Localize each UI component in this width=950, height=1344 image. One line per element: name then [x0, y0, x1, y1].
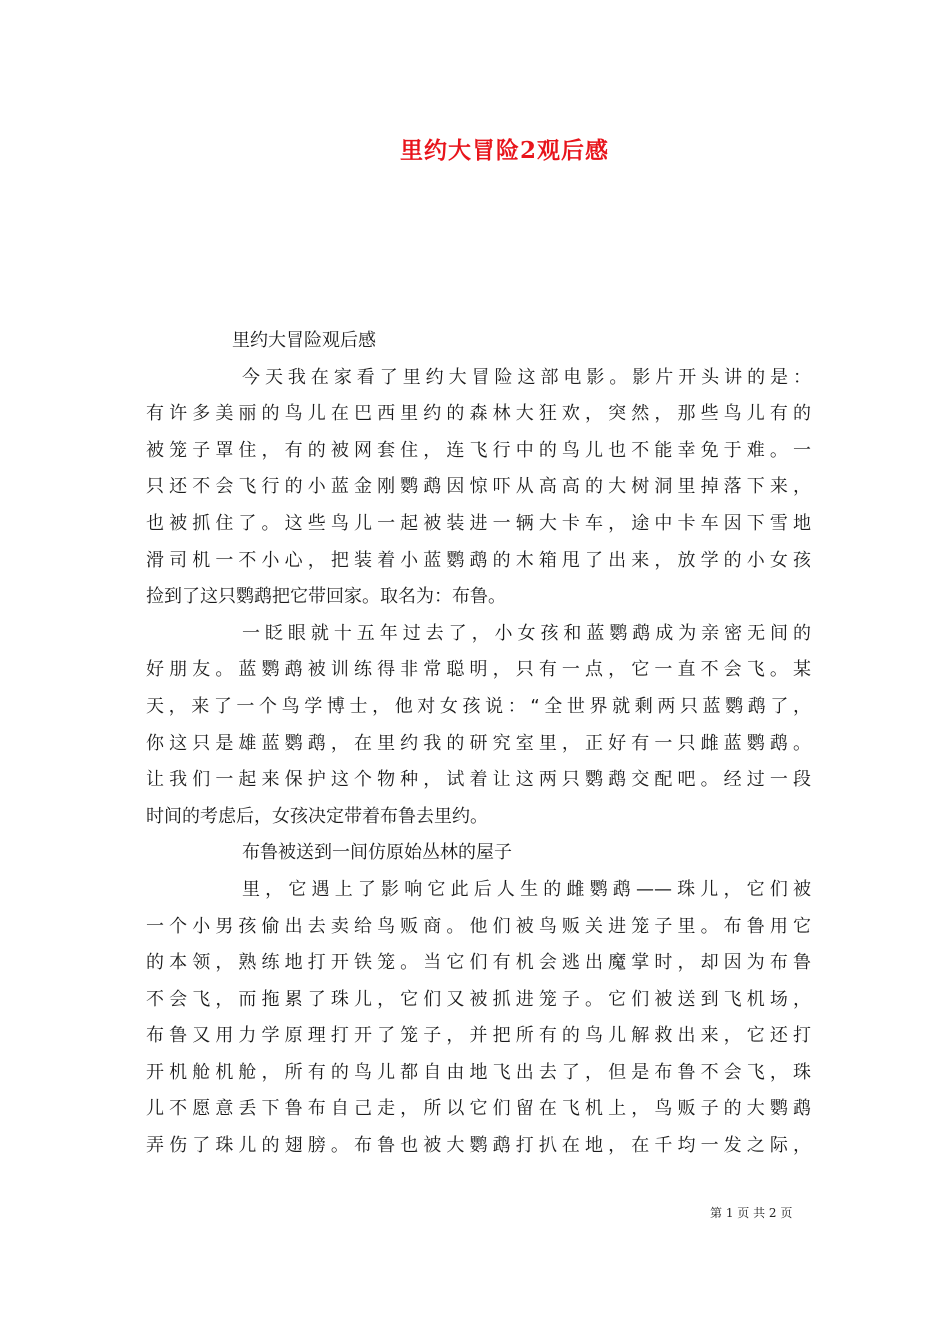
paragraph-line: 布鲁又用力学原理打开了笼子，并把所有的鸟儿解救出来，它还打	[146, 1025, 811, 1047]
paragraph-line: 不会飞，而拖累了珠儿，它们又被抓进笼子。它们被送到飞机场，	[146, 988, 811, 1010]
paragraph-line: 也被抓住了。这些鸟儿一起被装进一辆大卡车，途中卡车因下雪地	[146, 512, 811, 534]
paragraph-line: 一眨眼就十五年过去了，小女孩和蓝鹦鹉成为亲密无间的	[242, 622, 811, 644]
paragraph-line: 有许多美丽的鸟儿在巴西里约的森林大狂欢，突然，那些鸟儿有的	[146, 403, 811, 425]
paragraph-line: 时间的考虑后，女孩决定带着布鲁去里约。	[146, 805, 488, 827]
section-heading: 里约大冒险观后感	[232, 330, 376, 351]
paragraph-line: 让我们一起来保护这个物种，试着让这两只鹦鹉交配吧。经过一段	[146, 769, 811, 791]
document-body	[146, 323, 811, 1165]
paragraph-line: 的本领，熟练地打开铁笼。当它们有机会逃出魔掌时，却因为布鲁	[146, 952, 811, 974]
paragraph-line: 被笼子罩住，有的被网套住，连飞行中的鸟儿也不能幸免于难。一	[146, 439, 811, 461]
paragraph-line: 一个小男孩偷出去卖给鸟贩商。他们被鸟贩关进笼子里。布鲁用它	[146, 915, 811, 937]
paragraph-line: 滑司机一不小心，把装着小蓝鹦鹉的木箱甩了出来，放学的小女孩	[146, 549, 811, 571]
paragraph-line: 弄伤了珠儿的翅膀。布鲁也被大鹦鹉打扒在地，在千均一发之际，	[146, 1135, 811, 1157]
paragraph-line: 布鲁被送到一间仿原始丛林的屋子	[242, 842, 512, 864]
page-number-footer: 第 1 页 共 2 页	[710, 1206, 793, 1220]
paragraph-line: 捡到了这只鹦鹉把它带回家。取名为：布鲁。	[146, 586, 506, 608]
paragraph-line: 里，它遇上了影响它此后人生的雌鹦鹉——珠儿，它们被	[242, 878, 811, 900]
paragraph-line: 儿不愿意丢下鲁布自己走，所以它们留在飞机上，鸟贩子的大鹦鹉	[146, 1098, 811, 1120]
document-title: 里约大冒险2观后感	[400, 137, 610, 164]
paragraph-line: 开机舱机舱，所有的鸟儿都自由地飞出去了，但是布鲁不会飞，珠	[146, 1061, 811, 1083]
paragraph-line: 今天我在家看了里约大冒险这部电影。影片开头讲的是：	[242, 366, 811, 388]
paragraph-line: 天，来了一个鸟学博士，他对女孩说：“全世界就剩两只蓝鹦鹉了，	[146, 695, 811, 717]
paragraph-line: 好朋友。蓝鹦鹉被训练得非常聪明，只有一点，它一直不会飞。某	[146, 659, 811, 681]
paragraph-line: 只还不会飞行的小蓝金刚鹦鹉因惊吓从高高的大树洞里掉落下来，	[146, 476, 811, 498]
paragraph-line: 你这只是雄蓝鹦鹉，在里约我的研究室里，正好有一只雌蓝鹦鹉。	[146, 732, 811, 754]
